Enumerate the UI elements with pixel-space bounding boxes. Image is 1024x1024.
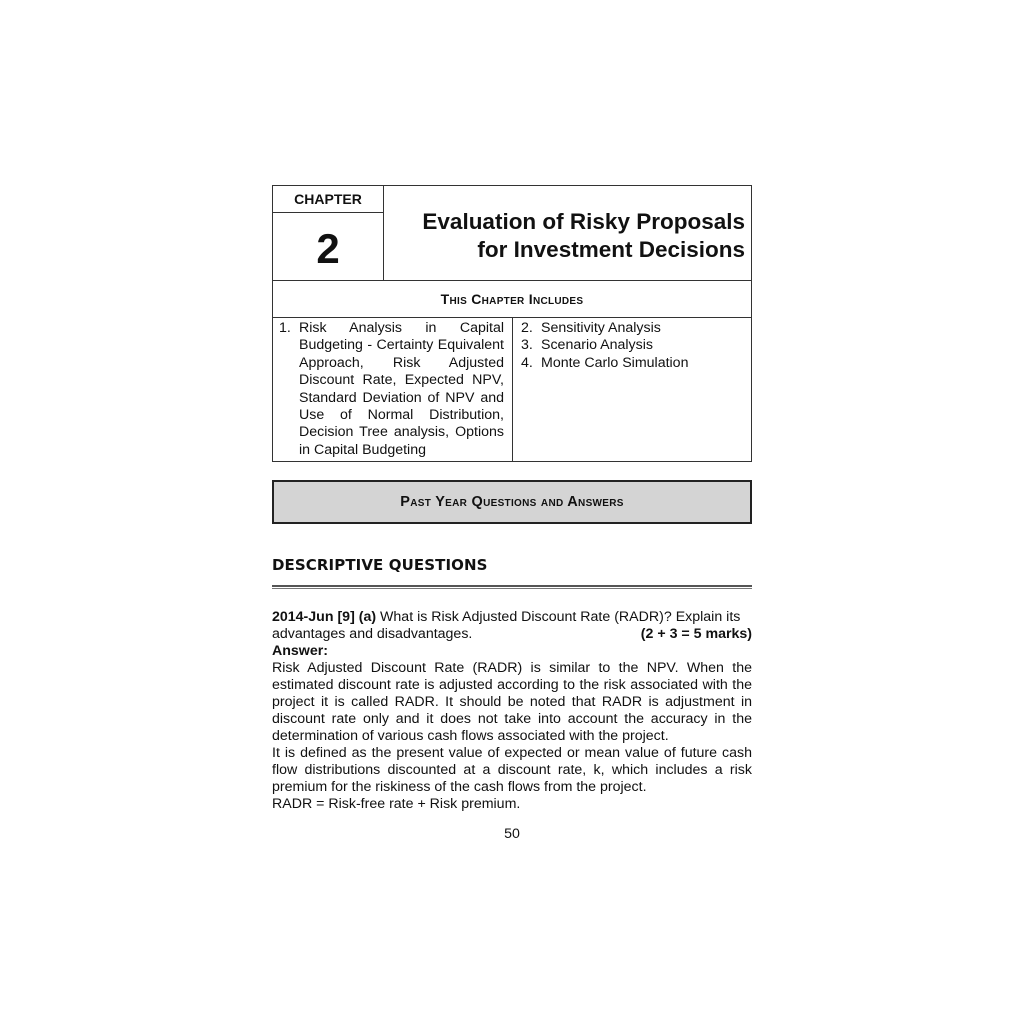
question-marks: (2 + 3 = 5 marks) bbox=[640, 626, 752, 643]
chapter-title bbox=[384, 186, 751, 280]
question-block bbox=[272, 609, 752, 813]
includes-right-column bbox=[513, 318, 751, 461]
answer-paragraph: It is defined as the present value of expected or mean value of future cash flow distributions discounted at a discount rate, k, which includes a risk premium for the riskiness of the cash flows from the project. bbox=[272, 745, 752, 796]
includes-item-text: Scenario Analysis bbox=[541, 337, 653, 354]
chapter-includes-box bbox=[272, 281, 752, 462]
chapter-includes-body bbox=[273, 318, 751, 461]
includes-item-number: 2. bbox=[521, 320, 533, 336]
chapter-title-line-1: Evaluation of Risky Proposals bbox=[422, 209, 745, 234]
answer-formula: RADR = Risk-free rate + Risk premium. bbox=[272, 796, 521, 813]
chapter-header-box bbox=[272, 185, 752, 281]
question-line-1 bbox=[272, 609, 752, 626]
includes-item-number: 4. bbox=[521, 354, 533, 371]
includes-item-number: 1. bbox=[279, 320, 291, 336]
question-text: What is Risk Adjusted Discount Rate (RADR)? Explain its bbox=[376, 609, 741, 626]
past-year-questions-banner: Past Year Questions and Answers bbox=[272, 480, 752, 524]
chapter-number: 2 bbox=[316, 224, 340, 272]
includes-item bbox=[521, 320, 743, 337]
includes-left-column bbox=[273, 318, 513, 461]
question-text-continued: advantages and disadvantages. bbox=[272, 626, 473, 643]
includes-item-text: Monte Carlo Simulation bbox=[541, 354, 689, 371]
includes-item-number: 3. bbox=[521, 337, 533, 354]
chapter-number-column bbox=[273, 186, 384, 280]
answer-paragraph: Risk Adjusted Discount Rate (RADR) is similar to the NPV. When the estimated discount rate is adjusted according to the risk associated with the project it is called RADR. It should be noted that RADR is adjustment in discount rate only and it does not take into account the accuracy in the determination of various cash flows associated with the project. bbox=[272, 660, 752, 745]
book-page bbox=[272, 185, 752, 842]
page-number: 50 bbox=[504, 826, 520, 843]
chapter-title-line-2: for Investment Decisions bbox=[477, 237, 745, 262]
descriptive-questions-heading: DESCRIPTIVE QUESTIONS bbox=[272, 556, 488, 575]
answer-label: Answer: bbox=[272, 643, 328, 660]
includes-item bbox=[279, 320, 504, 459]
chapter-label: CHAPTER bbox=[273, 186, 383, 213]
includes-item bbox=[521, 337, 743, 354]
includes-item-text: Sensitivity Analysis bbox=[541, 320, 661, 336]
chapter-includes-heading: This Chapter Includes bbox=[273, 281, 751, 318]
includes-item bbox=[521, 355, 743, 372]
question-reference: 2014-Jun [9] (a) bbox=[272, 609, 377, 626]
question-line-2 bbox=[272, 626, 752, 643]
double-rule-divider bbox=[272, 585, 752, 589]
includes-item-text: Risk Analysis in Capital Budgeting - Certainty Equivalent Approach, Risk Adjusted Discount Rate, Expected NPV, Standard Deviation of NPV and Use of Normal Distribution, Decision Tree analysis, Options in Capital Budgeting bbox=[299, 320, 504, 458]
